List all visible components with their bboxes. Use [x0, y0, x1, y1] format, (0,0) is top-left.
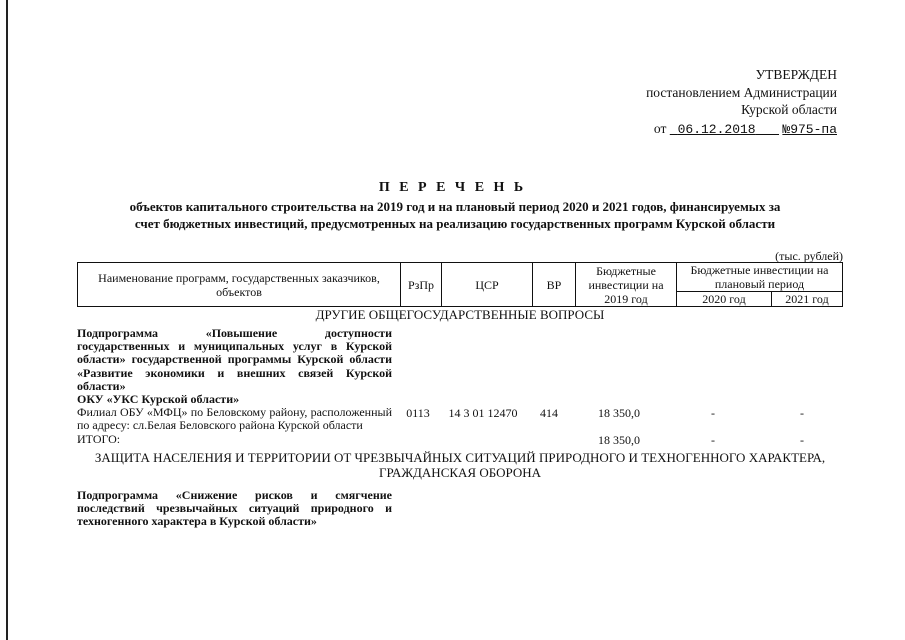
- approval-region: Курской области: [741, 102, 837, 117]
- section-heading: ЗАЩИТА НАСЕЛЕНИЯ И ТЕРРИТОРИИ ОТ ЧРЕЗВЫЧАЙНЫХ СИТУАЦИЙ ПРИРОДНОГО И ТЕХНОГЕННОГО ХАРАКТЕРА, ГРАЖДАНСКАЯ ОБОРОНА: [94, 449, 826, 480]
- document-title: П Е Р Е Ч Е Н Ь: [378, 180, 527, 195]
- approval-date-row: [646, 120, 837, 139]
- object-2020: -: [711, 406, 715, 421]
- page-edge-line: [6, 0, 8, 640]
- approval-stamp: [646, 66, 837, 138]
- header-table: [77, 262, 843, 307]
- table-body: [77, 307, 843, 528]
- header-name-col: Наименование программ, государственных заказчиков, объектов: [78, 263, 401, 307]
- header-planned: Бюджетные инвестиции на плановый период: [677, 263, 843, 292]
- object-2021: -: [800, 406, 804, 421]
- total-2021: -: [800, 432, 804, 447]
- document-subtitle: [60, 198, 850, 232]
- object-vr: 414: [540, 406, 558, 421]
- object-2019: 18 350,0: [598, 406, 640, 421]
- subtitle-line-2: счет бюджетных инвестиций, предусмотренных на реализацию государственных программ Курской области: [134, 216, 776, 231]
- approval-date: 06.12.2018: [677, 121, 756, 137]
- subprogram-title: Подпрограмма «Снижение рисков и смягчение последствий чрезвычайных ситуаций природного и техногенного характера в Курской области»: [77, 487, 392, 529]
- header-budget-2019: Бюджетные инвестиции на 2019 год: [576, 263, 677, 307]
- header-rzpr: РзПр: [401, 263, 442, 307]
- total-2019: 18 350,0: [598, 432, 640, 447]
- header-2021: 2021 год: [772, 292, 843, 307]
- subprogram-title: Подпрограмма «Повышение доступности государственных и муниципальных услуг в Курской области» государственной программы Курской области «Развитие экономики и внешних связей Курской области»: [77, 326, 392, 393]
- subtitle-line-1: объектов капитального строительства на 2019 год и на плановый период 2020 и 2021 годов, финансируемых за: [129, 199, 781, 214]
- object-csr: 14 3 01 12470: [448, 406, 518, 421]
- total-2020: -: [711, 432, 715, 447]
- object-name: Филиал ОБУ «МФЦ» по Беловскому району, расположенный по адресу: сл.Белая Беловского района Курской области: [77, 405, 392, 433]
- approval-number: №975-па: [782, 121, 837, 137]
- approval-from-label: от: [653, 120, 667, 136]
- units-label: (тыс. рублей): [775, 249, 843, 263]
- table-row: [77, 406, 843, 432]
- header-2020: 2020 год: [677, 292, 772, 307]
- section-heading: ДРУГИЕ ОБЩЕГОСУДАРСТВЕННЫЕ ВОПРОСЫ: [315, 307, 605, 322]
- approval-resolution: постановлением Администрации: [646, 84, 837, 100]
- header-csr: ЦСР: [442, 263, 533, 307]
- object-rzpr: 0113: [406, 406, 430, 421]
- customer-name: ОКУ «УКС Курской области»: [77, 392, 240, 407]
- total-label: ИТОГО:: [77, 431, 121, 446]
- header-vr: ВР: [533, 263, 576, 307]
- approval-title: УТВЕРЖДЕН: [755, 67, 837, 82]
- total-row: [77, 433, 843, 446]
